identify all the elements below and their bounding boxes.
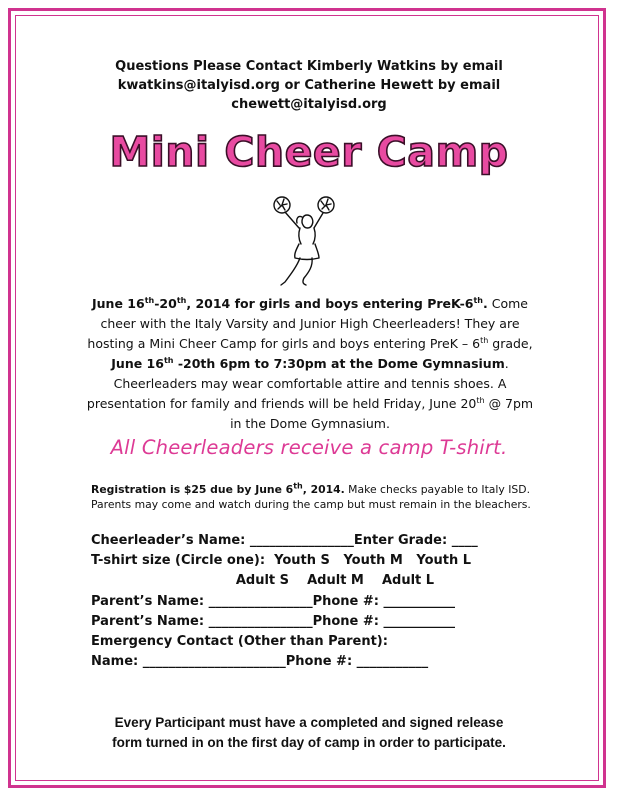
registration-details: Make checks payable to Italy ISD. Parents may come and watch during the camp but must remain in the bleachers. [91, 483, 531, 511]
camp-dates [92, 296, 488, 311]
registration-fee [91, 483, 345, 496]
intro-text-2-end: @ 7pm in the Dome Gymnasium. [230, 396, 534, 431]
dates-part-a: June 16 [92, 296, 145, 311]
registration-info [91, 482, 541, 512]
fee-part-a: Registration is $25 due by June 6 [91, 483, 294, 496]
tshirt-size-row[interactable]: T-shirt size (Circle one): Youth S Youth M Youth L [91, 553, 472, 568]
dates-sup-2: th [176, 295, 187, 305]
contact-line-2: kwatkins@italyisd.org or Catherine Hewett by email [117, 78, 501, 93]
emergency-contact-label: Emergency Contact (Other than Parent): [91, 634, 388, 649]
footer-line-1: Every Participant must have a completed and signed release [114, 715, 504, 730]
dates-part-d: . [483, 296, 488, 311]
contact-line-1: Questions Please Contact Kimberly Watkins by email [115, 59, 503, 74]
dates-sup-1: th [144, 295, 155, 305]
dates-part-b: -20 [154, 296, 177, 311]
intro-text-1-end: grade, [488, 336, 533, 351]
fee-sup: th [293, 481, 303, 491]
parent-name-row-2[interactable]: Parent’s Name: ________________Phone #: ___________ [91, 614, 456, 629]
camp-time-location [111, 356, 504, 371]
cheerleader-illustration [270, 193, 356, 293]
release-form-notice [0, 713, 618, 753]
fee-part-b: , 2014. [302, 483, 345, 496]
emergency-name-row[interactable]: Name: ______________________Phone #: ___________ [91, 654, 429, 669]
intro-text-1: Come cheer with the Italy Varsity and Junior High Cheerleaders! They are hosting a Mini Cheer Camp for girls and boys entering PreK – 6 [87, 296, 528, 351]
intro-sup-1: th [480, 335, 489, 345]
time-part-a: June 16 [111, 356, 164, 371]
time-part-b: -20th 6pm to 7:30pm at the Dome Gymnasium [173, 356, 505, 371]
contact-line-3: chewett@italyisd.org [231, 97, 387, 112]
parent-name-row-1[interactable]: Parent’s Name: ________________Phone #: ___________ [91, 594, 456, 609]
adult-size-row[interactable]: Adult S Adult M Adult L [91, 573, 435, 588]
time-sup: th [163, 355, 174, 365]
dates-part-c: , 2014 for girls and boys entering PreK-6 [186, 296, 474, 311]
intro-paragraph [80, 294, 540, 434]
dates-sup-3: th [473, 295, 484, 305]
flyer-title: Mini Cheer Camp [109, 128, 509, 176]
footer-line-2: form turned in on the first day of camp in order to participate. [112, 735, 506, 750]
intro-sup-2: th [476, 395, 485, 405]
intro-text-2: . Cheerleaders may wear comfortable attire and tennis shoes. A presentation for family and friends will be held Friday, June 20 [86, 356, 509, 411]
cheerleader-name-row[interactable]: Cheerleader’s Name: ________________Enter Grade: ____ [91, 533, 478, 548]
contact-block [0, 57, 618, 114]
tshirt-announcement: All Cheerleaders receive a camp T-shirt. [110, 436, 508, 459]
